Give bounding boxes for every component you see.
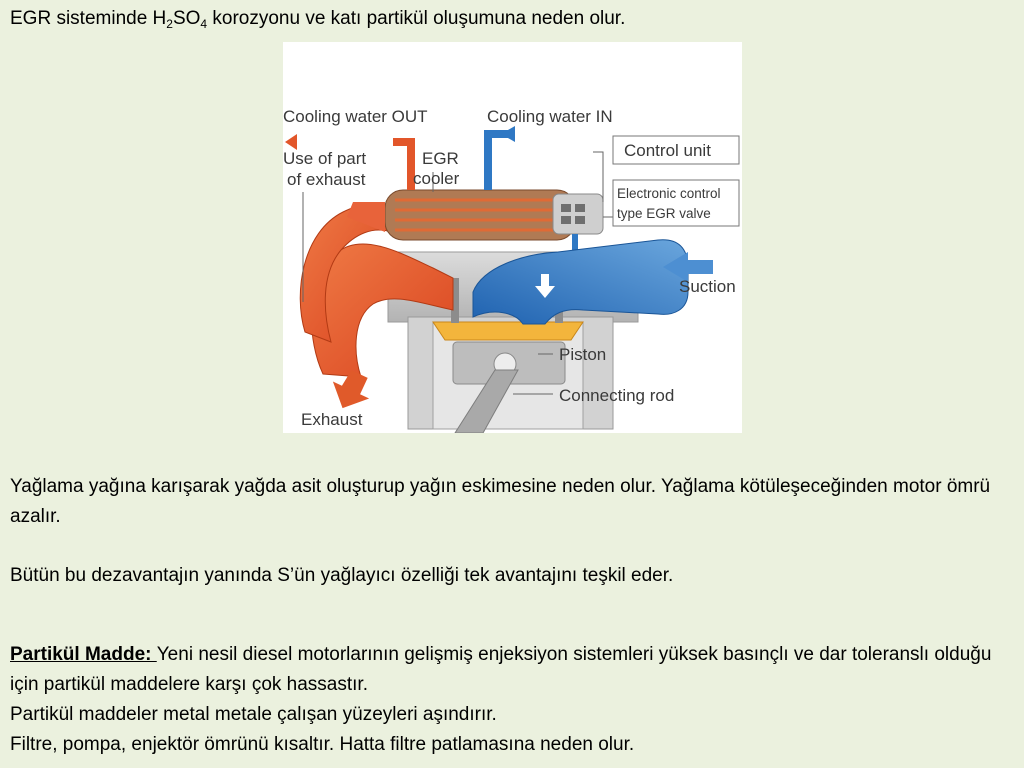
- use-of-part-label-2: of exhaust: [287, 170, 366, 189]
- cooling-water-out-label: Cooling water OUT: [283, 107, 428, 126]
- egr-diagram-svg: [283, 42, 742, 433]
- valve-label-1: Electronic control: [617, 186, 721, 201]
- paragraph-lubrication: Yağlama yağına karışarak yağda asit oluşturup yağın eskimesine neden olur. Yağlama kötüleşeceğinden motor ömrü azalır.: [10, 476, 991, 527]
- control-unit-label: Control unit: [624, 141, 711, 160]
- paragraph-particulate: [10, 640, 1000, 760]
- egr-label-1: EGR: [422, 149, 459, 168]
- piston-label: Piston: [559, 345, 607, 364]
- particulate-line-3: Filtre, pompa, enjektör ömrünü kısaltır. Hatta filtre patlamasına neden olur.: [10, 734, 635, 755]
- particulate-line-2: Partikül maddeler metal metale çalışan yüzeyleri aşındırır.: [10, 704, 497, 725]
- title-subscript-2: 2: [166, 17, 173, 31]
- title-subscript-4: 4: [200, 17, 208, 31]
- use-of-part-label-1: Use of part: [283, 149, 367, 168]
- egr-label-2: cooler: [413, 169, 460, 188]
- egr-cooler-body: [385, 190, 575, 240]
- paragraph-advantage: Bütün bu dezavantajın yanında S’ün yağlayıcı özelliği tek avantajını teşkil eder.: [10, 565, 674, 586]
- title-text-3: korozyonu ve katı partikül oluşumuna neden olur.: [207, 8, 626, 29]
- cooling-out-arrow: [285, 134, 297, 150]
- cooling-in-pipe: [488, 134, 508, 190]
- cooling-in-arrow: [501, 126, 515, 142]
- egr-valve-body: [553, 194, 603, 234]
- combustion-chamber: [433, 322, 583, 340]
- exhaust-label: Exhaust: [301, 410, 363, 429]
- cooling-out-pipe: [393, 142, 411, 190]
- title-text-2: SO: [172, 8, 201, 29]
- particulate-line-1: Yeni nesil diesel motorlarının gelişmiş enjeksiyon sistemleri yüksek basınçlı ve dar toleranslı olduğu için partikül maddelere karşı çok hassastır.: [10, 644, 992, 695]
- particulate-heading: Partikül Madde:: [10, 644, 157, 665]
- valve-label-2: type EGR valve: [617, 206, 711, 221]
- slide-title: [10, 6, 625, 32]
- cooling-water-in-label: Cooling water IN: [487, 107, 613, 126]
- title-text-1: EGR sisteminde H: [10, 8, 167, 29]
- connecting-rod-label: Connecting rod: [559, 386, 675, 405]
- egr-diagram: [283, 42, 742, 433]
- suction-label: Suction: [679, 277, 736, 296]
